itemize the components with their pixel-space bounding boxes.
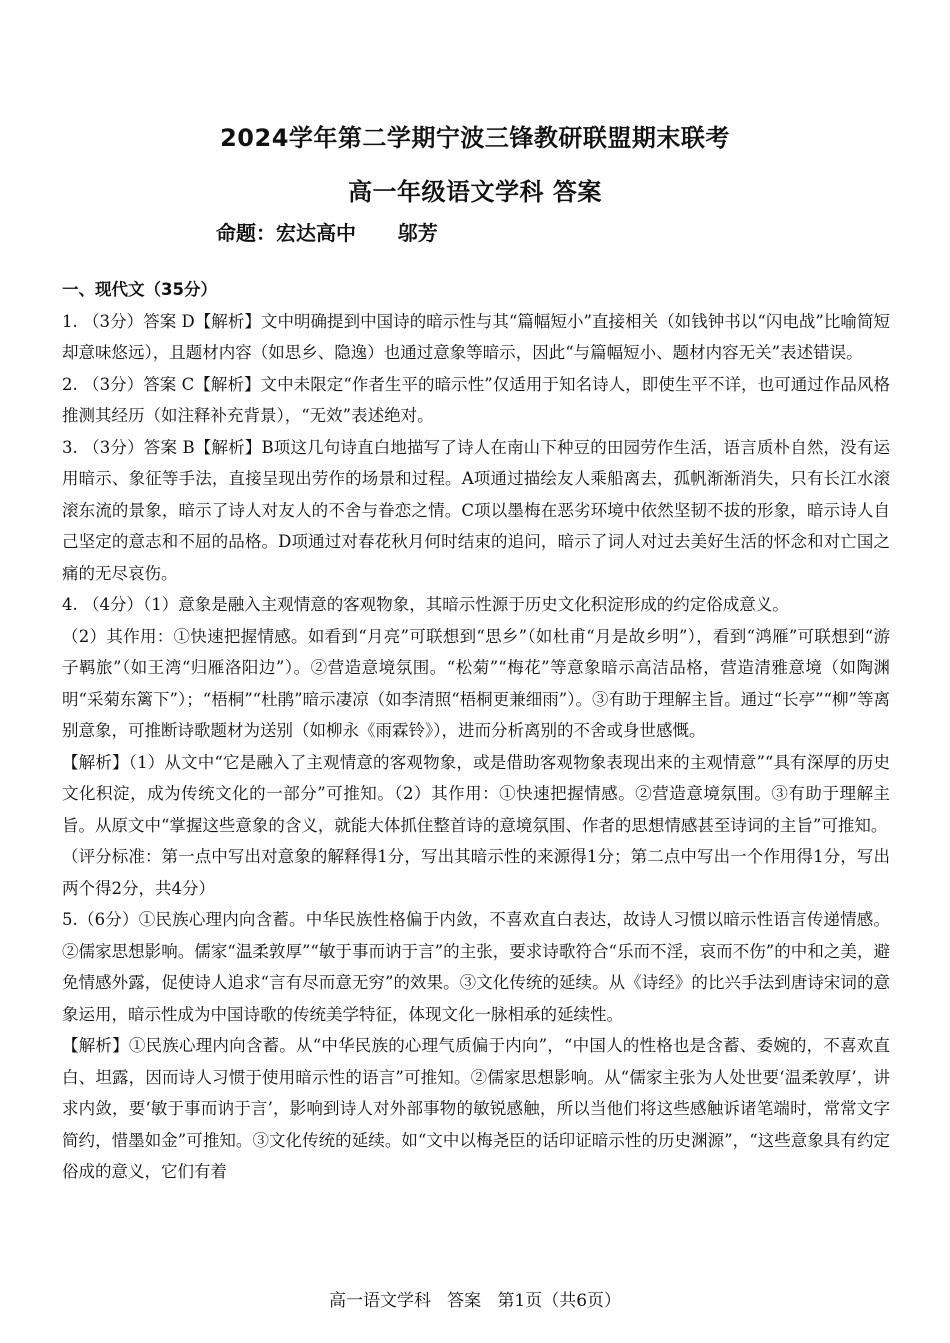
answer-paragraph-8: 5.（6分）①民族心理内向含蓄。中华民族性格偏于内敛，不喜欢直白表达，故诗人习惯以暗示性语言传递情感。②儒家思想影响。儒家“温柔敦厚”“敏于事而讷于言”的主张，要求诗歌符合“乐而不淫，哀而不伤”的中和之美，避免情感外露，促使诗人追求“言有尽而意无穷”的效果。③文化传统的延续。从《诗经》的比兴手法到唐诗宋词的意象运用，暗示性成为中国诗歌的传统美学特征，体现文化一脉相承的延续性。	[62, 910, 890, 1024]
answer-paragraph-5: （2）其作用：①快速把握情感。如看到“月亮”可联想到“思乡”（如杜甫“月是故乡明”），看到“鸿雁”可联想到“游子羁旅”（如王湾“归雁洛阳边”）。②营造意境氛围。“松菊”“梅花”等意象暗示高洁品格，营造清雅意境（如陶渊明“采菊东篱下”）；“梧桐”“杜鹃”暗示凄凉（如李清照“梧桐更兼细雨”）。③有助于理解主旨。通过“长亭”“柳”等离别意象，可推断诗歌题材为送别（如柳永《雨霖铃》），进而分析离别的不舍或身世感慨。	[62, 626, 890, 740]
document-subtitle: 高一年级语文学科 答案	[348, 178, 602, 206]
answer-paragraph-6: 【解析】（1）从文中“它是融入了主观情意的客观物象，或是借助客观物象表现出来的主观情意”“具有深厚的历史文化积淀，成为传统文化的一部分”可推知。（2）其作用：①快速把握情感。②营造意境氛围。③有助于理解主旨。从原文中“掌握这些意象的含义，就能大体抓住整首诗的意境氛围、作者的思想情感甚至诗词的主旨”可推知。	[62, 752, 890, 835]
answer-content	[62, 274, 890, 1188]
answer-paragraph-2: 2. （3分）答案 C【解析】文中未限定“作者生平的暗示性”仅适用于知名诗人，即使生平不详，也可通过作品风格推测其经历（如注释补充背景），“无效”表述绝对。	[62, 374, 890, 425]
section-heading: 一、现代文（35分）	[62, 280, 217, 299]
page-footer: 高一语文学科 答案 第1页（共6页）	[328, 1291, 622, 1311]
answer-paragraph-4: 4. （4分）（1）意象是融入主观情意的客观物象，其暗示性源于历史文化积淀形成的约定俗成意义。	[62, 595, 789, 614]
author-line: 命题：宏达高中 邬芳	[216, 221, 438, 245]
answer-paragraph-9: 【解析】①民族心理内向含蓄。从“中华民族的心理气质偏于内向”，“中国人的性格也是含蓄、委婉的，不喜欢直白、坦露，因而诗人习惯于使用暗示性的语言”可推知。②儒家思想影响。从“儒家主张为人处世要‘温柔敦厚’，讲求内敛，要‘敏于事而讷于言’，影响到诗人对外部事物的敏锐感触，所以当他们将这些感触诉诸笔端时，常常文字简约，惜墨如金”可推知。③文化传统的延续。如“文中以梅尧臣的话印证暗示性的历史渊源”，“这些意象具有约定俗成的意义，它们有着	[62, 1036, 890, 1181]
answer-paragraph-7: （评分标准：第一点中写出对意象的解释得1分，写出其暗示性的来源得1分；第二点中写出一个作用得1分，写出两个得2分，共4分）	[62, 847, 890, 898]
answer-paragraph-3: 3. （3分）答案 B【解析】B项这几句诗直白地描写了诗人在南山下种豆的田园劳作生活，语言质朴自然，没有运用暗示、象征等手法，直接呈现出劳作的场景和过程。A项通过描绘友人乘船离去，孤帆渐渐消失，只有长江水滚滚东流的景象，暗示了诗人对友人的不舍与眷恋之情。C项以墨梅在恶劣环境中依然坚韧不拔的形象，暗示诗人自己坚定的意志和不屈的品格。D项通过对春花秋月何时结束的追问，暗示了词人对过去美好生活的怀念和对亡国之痛的无尽哀伤。	[62, 437, 890, 583]
document-title: 2024学年第二学期宁波三锋教研联盟期末联考	[220, 124, 730, 152]
answer-paragraph-1: 1. （3分）答案 D【解析】文中明确提到中国诗的暗示性与其“篇幅短小”直接相关（如钱钟书以“闪电战”比喻简短却意味悠远），且题材内容（如思乡、隐逸）也通过意象等暗示，因此“与篇幅短小、题材内容无关”表述错误。	[62, 311, 890, 362]
